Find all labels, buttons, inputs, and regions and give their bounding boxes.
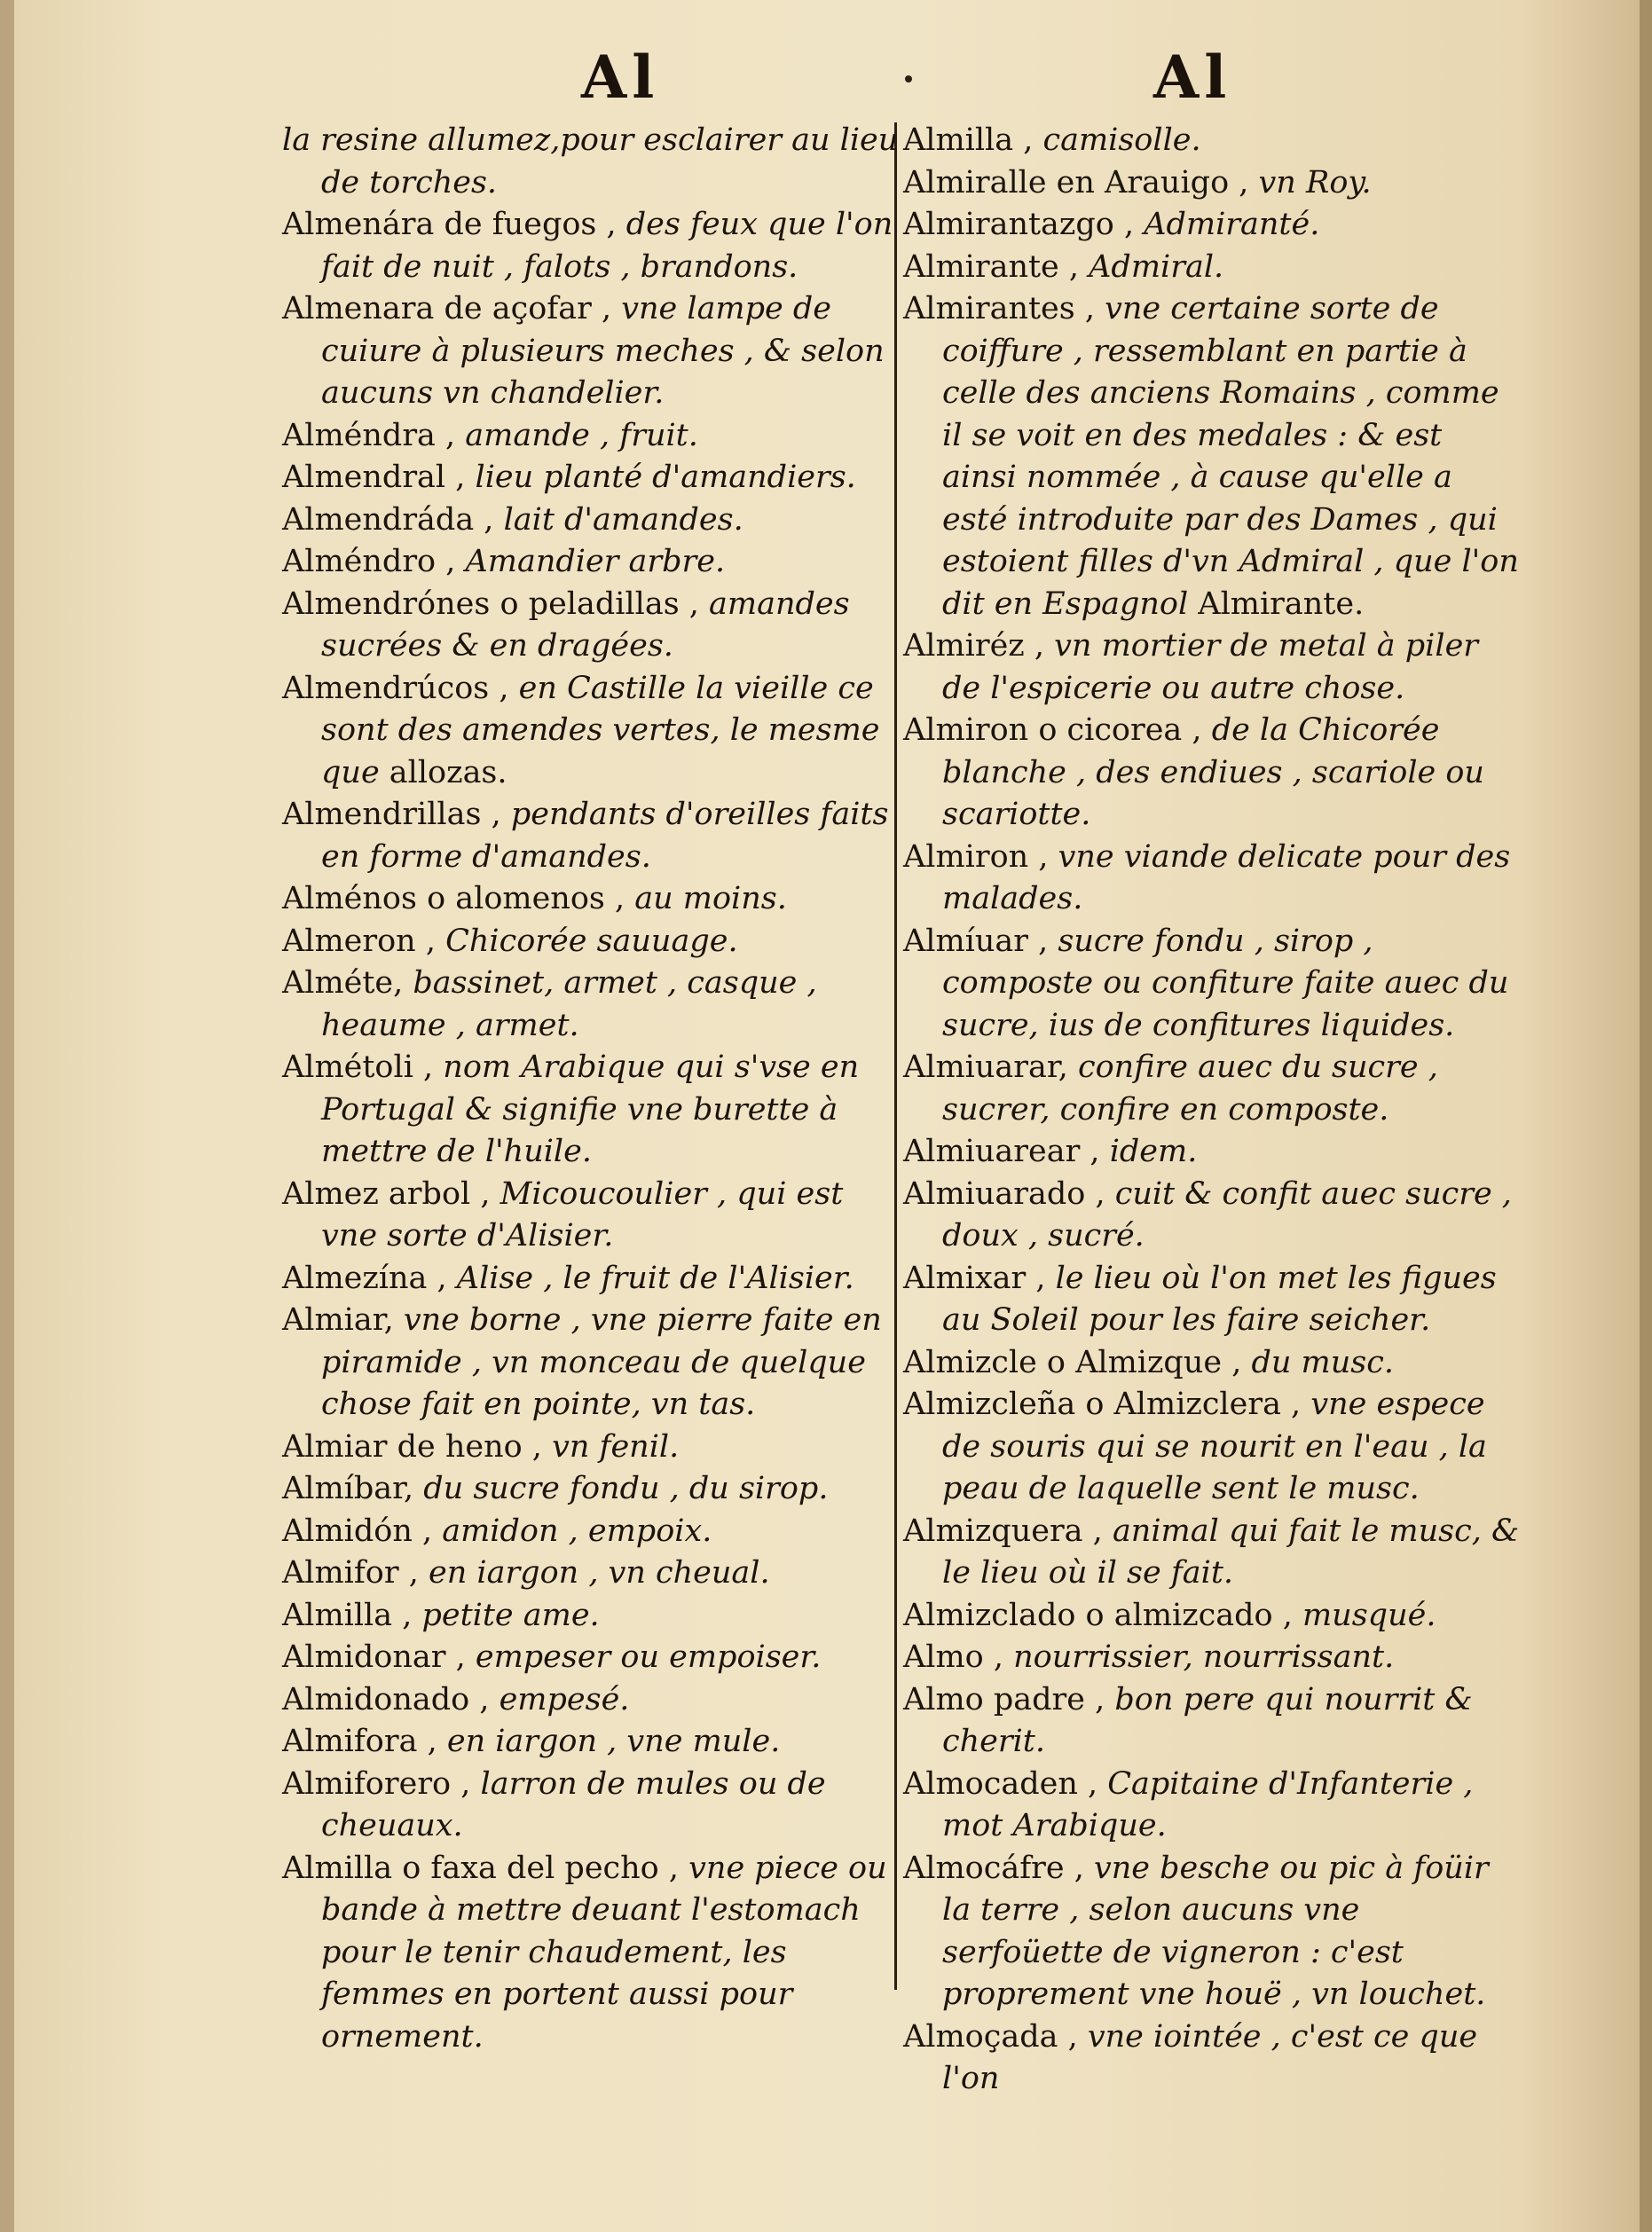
entry-definition: le lieu où l'on met les figues au Soleil pour les faire seicher. bbox=[942, 1260, 1497, 1338]
dictionary-entry bbox=[282, 204, 903, 288]
entry-definition: larron de mules ou de cheuaux. bbox=[321, 1765, 826, 1843]
entry-crossref: allozas. bbox=[379, 754, 507, 790]
entry-definition: de la Chicorée blanche , des endiues , scariole ou scariotte. bbox=[942, 712, 1484, 832]
dictionary-entry bbox=[903, 1637, 1524, 1679]
running-head-right: Al bbox=[1153, 43, 1232, 112]
entry-headword: Almifor , bbox=[282, 1555, 429, 1591]
entry-definition: du sucre fondu , du sirop. bbox=[423, 1471, 829, 1506]
dictionary-entry bbox=[903, 921, 1524, 1048]
entry-definition: musqué. bbox=[1302, 1597, 1436, 1633]
right-column bbox=[903, 120, 1524, 2101]
entry-headword: Almoçada , bbox=[903, 2018, 1088, 2055]
entry-definition: Admiranté. bbox=[1144, 207, 1320, 242]
running-head-left: Al bbox=[581, 43, 660, 112]
dictionary-entry bbox=[903, 162, 1524, 205]
entry-headword: Almiuarear , bbox=[903, 1134, 1110, 1169]
ink-dot bbox=[905, 75, 912, 83]
dictionary-entry bbox=[903, 247, 1524, 289]
entry-headword: Alméndro , bbox=[282, 544, 466, 579]
dictionary-entry bbox=[282, 1468, 903, 1511]
entry-definition: empeser ou empoiser. bbox=[475, 1639, 822, 1675]
entry-headword: Almirantazgo , bbox=[903, 207, 1145, 242]
dictionary-entry bbox=[282, 1764, 903, 1848]
dictionary-entry bbox=[282, 584, 903, 668]
entry-headword: Almidonado , bbox=[282, 1681, 500, 1717]
dictionary-entry bbox=[282, 878, 903, 921]
entry-headword: Almíbar, bbox=[282, 1471, 424, 1506]
entry-headword: Almocaden , bbox=[903, 1765, 1108, 1802]
entry-headword: Almixar , bbox=[903, 1260, 1056, 1296]
entry-definition: du musc. bbox=[1251, 1344, 1394, 1380]
dictionary-entry bbox=[903, 1848, 1524, 2016]
entry-definition: vne borne , vne pierre faite en piramide , vn monceau de quelque chose fait en pointe, vn tas. bbox=[321, 1302, 882, 1422]
dictionary-entry bbox=[282, 668, 903, 795]
entry-headword: Almiron o cicorea , bbox=[903, 712, 1212, 748]
dictionary-entry bbox=[903, 2016, 1524, 2101]
entry-headword: Almiréz , bbox=[903, 628, 1055, 664]
page-edge-right bbox=[1640, 0, 1652, 2232]
entry-definition: pendants d'oreilles faits en forme d'amandes. bbox=[321, 797, 889, 875]
entry-headword: Almilla , bbox=[903, 122, 1043, 158]
entry-headword: Almenára de fuegos , bbox=[282, 207, 626, 242]
entry-headword: Almo , bbox=[903, 1639, 1014, 1675]
entry-headword: Almendrillas , bbox=[282, 797, 511, 832]
entry-headword: Almenara de açofar , bbox=[282, 291, 622, 326]
dictionary-entry bbox=[282, 921, 903, 963]
entry-headword: Almilla o faxa del pecho , bbox=[282, 1850, 689, 1886]
entry-definition: vn mortier de metal à piler de l'espicerie ou autre chose. bbox=[942, 628, 1479, 706]
entry-headword: Almeron , bbox=[282, 923, 446, 959]
dictionary-entry bbox=[282, 288, 903, 415]
entry-headword: Almocáfre , bbox=[903, 1850, 1094, 1886]
dictionary-entry bbox=[903, 1384, 1524, 1511]
dictionary-entry bbox=[903, 1047, 1524, 1131]
entry-headword: Almendral , bbox=[282, 460, 476, 495]
entry-definition: Chicorée sauuage. bbox=[445, 923, 738, 959]
dictionary-entry bbox=[282, 794, 903, 878]
entry-definition: lieu planté d'amandiers. bbox=[475, 460, 856, 495]
dictionary-entry bbox=[282, 415, 903, 458]
entry-headword: Almifora , bbox=[282, 1724, 447, 1759]
entry-definition: idem. bbox=[1109, 1134, 1198, 1169]
entry-headword: Almizclado o almizcado , bbox=[903, 1597, 1302, 1633]
dictionary-entry bbox=[903, 120, 1524, 162]
entry-definition: nom Arabique qui s'vse en Portugal & signifie vne burette à mettre de l'huile. bbox=[321, 1049, 860, 1169]
entry-headword: Almizquera , bbox=[903, 1513, 1113, 1549]
dictionary-entry bbox=[903, 1258, 1524, 1342]
entry-headword: Almendrúcos , bbox=[282, 670, 519, 706]
entry-definition: confire auec du sucre , sucrer, confire en composte. bbox=[942, 1049, 1438, 1128]
dictionary-entry bbox=[282, 499, 903, 542]
entry-definition: bon pere qui nourrit & cherit. bbox=[942, 1681, 1473, 1759]
dictionary-entry bbox=[282, 1300, 903, 1426]
entry-definition: au moins. bbox=[634, 881, 787, 916]
dictionary-entry bbox=[903, 1764, 1524, 1848]
entry-headword: Almiron , bbox=[903, 838, 1058, 875]
entry-headword: Alméte, bbox=[282, 965, 413, 1001]
entry-definition: vne besche ou pic à foüir la terre , selon aucuns vne serfoüette de vigneron : c'est proprement vne houë , vn louchet. bbox=[942, 1850, 1489, 2012]
entry-headword: Almiuarar, bbox=[903, 1049, 1078, 1085]
entry-definition: nourrissier, nourrissant. bbox=[1013, 1639, 1395, 1675]
entry-headword: Almizcleña o Almizclera , bbox=[903, 1387, 1311, 1422]
entry-headword: Almiforero , bbox=[282, 1765, 481, 1802]
dictionary-entry bbox=[282, 1174, 903, 1258]
entry-definition: vne espece de souris qui se nourit en l'eau , la peau de laquelle sent le musc. bbox=[942, 1387, 1487, 1506]
dictionary-entry bbox=[903, 204, 1524, 247]
entry-definition: Alise , le fruit de l'Alisier. bbox=[456, 1260, 854, 1296]
dictionary-entry bbox=[282, 1595, 903, 1638]
entry-definition: cuit & confit auec sucre , doux , sucré. bbox=[942, 1175, 1512, 1254]
dictionary-entry bbox=[903, 1679, 1524, 1764]
entry-headword: Almétoli , bbox=[282, 1049, 444, 1085]
dictionary-entry bbox=[903, 1174, 1524, 1258]
entry-definition: en iargon , vne mule. bbox=[446, 1724, 781, 1759]
entry-headword: Almiralle en Arauigo , bbox=[903, 164, 1259, 200]
dictionary-entry bbox=[282, 1848, 903, 2059]
entry-headword: Almiuarado , bbox=[903, 1175, 1115, 1212]
dictionary-entry bbox=[282, 120, 903, 204]
entry-definition: vne piece ou bande à mettre deuant l'estomach pour le tenir chaudement, les femmes en portent aussi pour ornement. bbox=[321, 1850, 887, 2055]
entry-definition: animal qui fait le musc, & le lieu où il se fait. bbox=[942, 1513, 1520, 1591]
entry-headword: Almez arbol , bbox=[282, 1175, 500, 1212]
entry-definition: Amandier arbre. bbox=[465, 544, 726, 579]
dictionary-entry bbox=[903, 288, 1524, 625]
entry-definition: vne certaine sorte de coiffure , ressemblant en partie à celle des anciens Romains , comme il se voit en des medales : & est ainsi nommée , à cause qu'elle a esté introduite par des Dames , qui estoient filles d'vn Admiral , que l'on dit en Espagnol bbox=[942, 291, 1519, 622]
entry-definition: vn Roy. bbox=[1258, 164, 1372, 200]
dictionary-entry bbox=[282, 1679, 903, 1722]
entry-headword: Almiar de heno , bbox=[282, 1428, 553, 1465]
entry-definition: vn fenil. bbox=[552, 1428, 680, 1465]
entry-headword: Almidón , bbox=[282, 1513, 443, 1549]
entry-definition: Capitaine d'Infanterie , mot Arabique. bbox=[942, 1765, 1474, 1843]
entry-definition: amande , fruit. bbox=[465, 417, 698, 453]
entry-definition: la resine allumez,pour esclairer au lieu de torches. bbox=[282, 122, 899, 200]
entry-crossref: Almirante. bbox=[1188, 586, 1365, 622]
entry-definition: vne viande delicate pour des malades. bbox=[942, 838, 1511, 916]
dictionary-entry bbox=[903, 1511, 1524, 1595]
entry-definition: sucre fondu , sirop , composte ou confiture faite auec du sucre, ius de confitures liquides. bbox=[942, 923, 1509, 1043]
entry-headword: Almiar, bbox=[282, 1302, 404, 1338]
dictionary-entry bbox=[903, 1595, 1524, 1638]
entry-definition: amandes sucrées & en dragées. bbox=[321, 586, 850, 664]
dictionary-entry bbox=[282, 963, 903, 1047]
entry-definition: vne iointée , c'est ce que l'on bbox=[942, 2018, 1478, 2096]
dictionary-entry bbox=[282, 1552, 903, 1595]
dictionary-entry bbox=[282, 1637, 903, 1679]
dictionary-entry bbox=[903, 837, 1524, 921]
entry-definition: bassinet, armet , casque , heaume , armet. bbox=[321, 965, 817, 1043]
entry-headword: Almilla , bbox=[282, 1597, 422, 1633]
entry-headword: Almendrónes o peladillas , bbox=[282, 586, 710, 622]
dictionary-entry bbox=[903, 625, 1524, 710]
entry-headword: Almo padre , bbox=[903, 1681, 1115, 1717]
entry-headword: Almirantes , bbox=[903, 291, 1105, 326]
entry-definition: petite ame. bbox=[421, 1597, 600, 1633]
entry-headword: Alméndra , bbox=[282, 417, 466, 453]
dictionary-entry bbox=[282, 1426, 903, 1469]
dictionary-entry bbox=[903, 1131, 1524, 1174]
entry-definition: en iargon , vn cheual. bbox=[429, 1555, 770, 1591]
dictionary-entry bbox=[282, 1721, 903, 1764]
entry-definition: vne lampe de cuiure à plusieurs meches , & selon aucuns vn chandelier. bbox=[321, 291, 885, 411]
dictionary-entry bbox=[282, 457, 903, 499]
entry-headword: Almendráda , bbox=[282, 501, 504, 538]
entry-definition: amidon , empoix. bbox=[442, 1513, 712, 1549]
left-column bbox=[282, 120, 903, 2058]
entry-headword: Almidonar , bbox=[282, 1639, 476, 1675]
entry-definition: en Castille la vieille ce sont des amendes vertes, le mesme que bbox=[321, 670, 880, 790]
dictionary-entry bbox=[282, 1511, 903, 1553]
entry-headword: Almíuar , bbox=[903, 923, 1058, 959]
dictionary-entry bbox=[903, 710, 1524, 837]
entry-definition: Micoucoulier , qui est vne sorte d'Alisier. bbox=[321, 1175, 844, 1254]
entry-definition: camisolle. bbox=[1042, 122, 1201, 158]
dictionary-entry bbox=[282, 1047, 903, 1174]
entry-definition: empesé. bbox=[499, 1681, 630, 1717]
entry-definition: des feux que l'on fait de nuit , falots , brandons. bbox=[321, 207, 893, 285]
entry-headword: Almirante , bbox=[903, 248, 1090, 285]
entry-headword: Almizcle o Almizque , bbox=[903, 1344, 1252, 1380]
dictionary-entry bbox=[903, 1342, 1524, 1385]
entry-headword: Alménos o alomenos , bbox=[282, 881, 635, 916]
page-edge-left bbox=[0, 0, 14, 2232]
dictionary-entry bbox=[282, 541, 903, 584]
entry-definition: Admiral. bbox=[1089, 248, 1224, 285]
dictionary-entry bbox=[282, 1258, 903, 1301]
entry-headword: Almezína , bbox=[282, 1260, 457, 1296]
entry-definition: lait d'amandes. bbox=[503, 501, 743, 538]
